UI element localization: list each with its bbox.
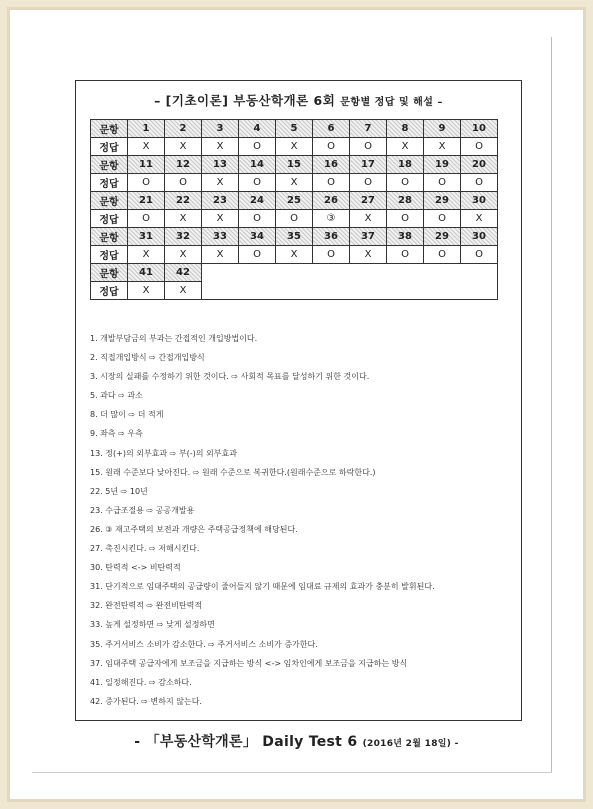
answer-cell: X (202, 210, 239, 228)
explanation-item: 35. 주거서비스 소비가 감소한다. ⇨ 주거서비스 소비가 증가한다. (90, 639, 318, 649)
answer-cell: O (313, 246, 350, 264)
question-number-cell: 15 (276, 156, 313, 174)
question-number-cell: 7 (350, 120, 387, 138)
answer-cell: X (387, 138, 424, 156)
question-number-cell: 17 (350, 156, 387, 174)
question-number-cell: 34 (239, 228, 276, 246)
explanation-item: 37. 임대주택 공급자에게 보조금을 지급하는 방식 <-> 임차인에게 보조금을 지급하는 방식 (90, 658, 408, 668)
explanation-item: 9. 좌측 ⇨ 우측 (90, 429, 143, 439)
answer-cell: X (165, 210, 202, 228)
answer-cell: X (165, 246, 202, 264)
question-number-cell: 33 (202, 228, 239, 246)
question-number-cell: 35 (276, 228, 313, 246)
question-number-cell: 3 (202, 120, 239, 138)
explanation-item: 33. 높게 설정하면 ⇨ 낮게 설정하면 (90, 620, 215, 630)
question-number-cell: 20 (461, 156, 498, 174)
blank-cell (202, 264, 498, 300)
question-number-cell: 29 (424, 192, 461, 210)
question-number-cell: 28 (387, 192, 424, 210)
explanation-item: 22. 5년 ⇨ 10년 (90, 486, 148, 496)
answer-row (91, 174, 498, 192)
question-header-label: 문항 (91, 192, 128, 210)
question-number-cell: 27 (350, 192, 387, 210)
answer-cell: O (387, 210, 424, 228)
question-number-row (91, 264, 498, 282)
explanation-list (90, 329, 435, 711)
answer-cell: O (461, 138, 498, 156)
question-number-cell: 37 (350, 228, 387, 246)
explanation-item: 2. 직접개입방식 ⇨ 간접개입방식 (90, 353, 205, 363)
answer-cell: O (350, 174, 387, 192)
question-number-cell: 22 (165, 192, 202, 210)
question-number-cell: 13 (202, 156, 239, 174)
answer-cell: O (461, 246, 498, 264)
answer-cell: O (313, 138, 350, 156)
answer-cell: O (276, 210, 313, 228)
answer-cell: X (350, 246, 387, 264)
footer-date: (2016년 2월 18일) - (362, 739, 459, 749)
explanation-item: 23. 수급조절용 ⇨ 공공개발용 (90, 505, 195, 515)
answer-sheet-box (75, 80, 522, 721)
answer-cell: O (424, 174, 461, 192)
answer-cell: ③ (313, 210, 350, 228)
answer-table (90, 119, 498, 300)
question-number-cell: 30 (461, 228, 498, 246)
answer-cell: O (165, 174, 202, 192)
question-number-row (91, 192, 498, 210)
explanation-item: 27. 촉진시킨다. ⇨ 저해시킨다. (90, 544, 200, 554)
question-header-label: 문항 (91, 228, 128, 246)
answer-cell: X (276, 138, 313, 156)
answer-cell: O (461, 174, 498, 192)
question-number-cell: 41 (128, 264, 165, 282)
question-number-cell: 2 (165, 120, 202, 138)
question-header-label: 문항 (91, 264, 128, 282)
answer-cell: X (128, 246, 165, 264)
answer-cell: O (239, 138, 276, 156)
answer-cell: X (128, 282, 165, 300)
question-header-label: 문항 (91, 120, 128, 138)
question-header-label: 문항 (91, 156, 128, 174)
explanation-item: 15. 원래 수준보다 낮아진다. ⇨ 원래 수준으로 복귀한다.(원래수준으로 하락한다.) (90, 467, 376, 477)
answer-cell: X (165, 282, 202, 300)
question-number-cell: 5 (276, 120, 313, 138)
answer-cell: X (202, 246, 239, 264)
answer-cell: X (128, 138, 165, 156)
question-number-cell: 31 (128, 228, 165, 246)
page-footer (0, 731, 593, 751)
question-number-row (91, 120, 498, 138)
question-number-cell: 30 (461, 192, 498, 210)
question-number-row (91, 228, 498, 246)
explanation-item: 3. 시장의 실패를 수정하기 위한 것이다. ⇨ 사회적 목표를 달성하기 위한 것이다. (90, 372, 370, 382)
question-number-cell: 24 (239, 192, 276, 210)
answer-cell: O (350, 138, 387, 156)
answer-cell: X (202, 138, 239, 156)
question-number-cell: 10 (461, 120, 498, 138)
answer-row (91, 210, 498, 228)
answer-cell: X (424, 138, 461, 156)
answer-cell: O (424, 246, 461, 264)
explanation-item: 32. 완전탄력적 ⇨ 완전비탄력적 (90, 601, 203, 611)
answer-header-label: 정답 (91, 174, 128, 192)
question-number-cell: 32 (165, 228, 202, 246)
explanation-item: 30. 탄력적 <-> 비탄력적 (90, 563, 181, 573)
title-main: – [기초이론] 부동산학개론 6회 (154, 93, 336, 108)
explanation-item: 31. 단기적으로 임대주택의 공급량이 줄어들지 않기 때문에 임대료 규제의 효과가 충분히 발휘된다. (90, 582, 435, 592)
question-number-cell: 12 (165, 156, 202, 174)
answer-cell: X (276, 174, 313, 192)
question-number-cell: 36 (313, 228, 350, 246)
answer-cell: O (239, 246, 276, 264)
page-title (76, 91, 521, 109)
question-number-cell: 9 (424, 120, 461, 138)
answer-row (91, 138, 498, 156)
answer-header-label: 정답 (91, 210, 128, 228)
explanation-item: 5. 과다 ⇨ 과소 (90, 391, 143, 401)
question-number-cell: 25 (276, 192, 313, 210)
answer-cell: X (276, 246, 313, 264)
footer-main: - 「부동산학개론」 Daily Test 6 (134, 734, 358, 750)
question-number-row (91, 156, 498, 174)
answer-header-label: 정답 (91, 246, 128, 264)
answer-cell: X (165, 138, 202, 156)
explanation-item: 1. 개발부담금의 부과는 간접적인 개입방법이다. (90, 334, 258, 343)
answer-header-label: 정답 (91, 138, 128, 156)
answer-cell: O (313, 174, 350, 192)
answer-cell: O (239, 174, 276, 192)
answer-cell: O (387, 174, 424, 192)
question-number-cell: 11 (128, 156, 165, 174)
answer-cell: X (350, 210, 387, 228)
question-number-cell: 4 (239, 120, 276, 138)
question-number-cell: 19 (424, 156, 461, 174)
question-number-cell: 42 (165, 264, 202, 282)
question-number-cell: 16 (313, 156, 350, 174)
answer-cell: X (202, 174, 239, 192)
answer-cell: O (424, 210, 461, 228)
explanation-item: 41. 일정해진다. ⇨ 감소하다. (90, 677, 192, 687)
title-sub: 문항별 정답 및 해설 – (340, 97, 443, 108)
answer-cell: X (461, 210, 498, 228)
question-number-cell: 18 (387, 156, 424, 174)
question-number-cell: 29 (424, 228, 461, 246)
answer-row (91, 246, 498, 264)
explanation-item: 26. ③ 재고주택의 보전과 개량은 주택공급정책에 해당된다. (90, 524, 298, 534)
answer-header-label: 정답 (91, 282, 128, 300)
explanation-item: 13. 정(+)의 외부효과 ⇨ 부(-)의 외부효과 (90, 448, 237, 458)
question-number-cell: 23 (202, 192, 239, 210)
question-number-cell: 38 (387, 228, 424, 246)
answer-cell: O (387, 246, 424, 264)
explanation-item: 8. 더 많이 ⇨ 더 적게 (90, 410, 164, 420)
answer-cell: O (239, 210, 276, 228)
question-number-cell: 14 (239, 156, 276, 174)
question-number-cell: 6 (313, 120, 350, 138)
question-number-cell: 8 (387, 120, 424, 138)
question-number-cell: 1 (128, 120, 165, 138)
question-number-cell: 26 (313, 192, 350, 210)
answer-cell: O (128, 210, 165, 228)
answer-cell: O (128, 174, 165, 192)
explanation-item: 42. 증가된다. ⇨ 변하지 않는다. (90, 696, 202, 706)
question-number-cell: 21 (128, 192, 165, 210)
